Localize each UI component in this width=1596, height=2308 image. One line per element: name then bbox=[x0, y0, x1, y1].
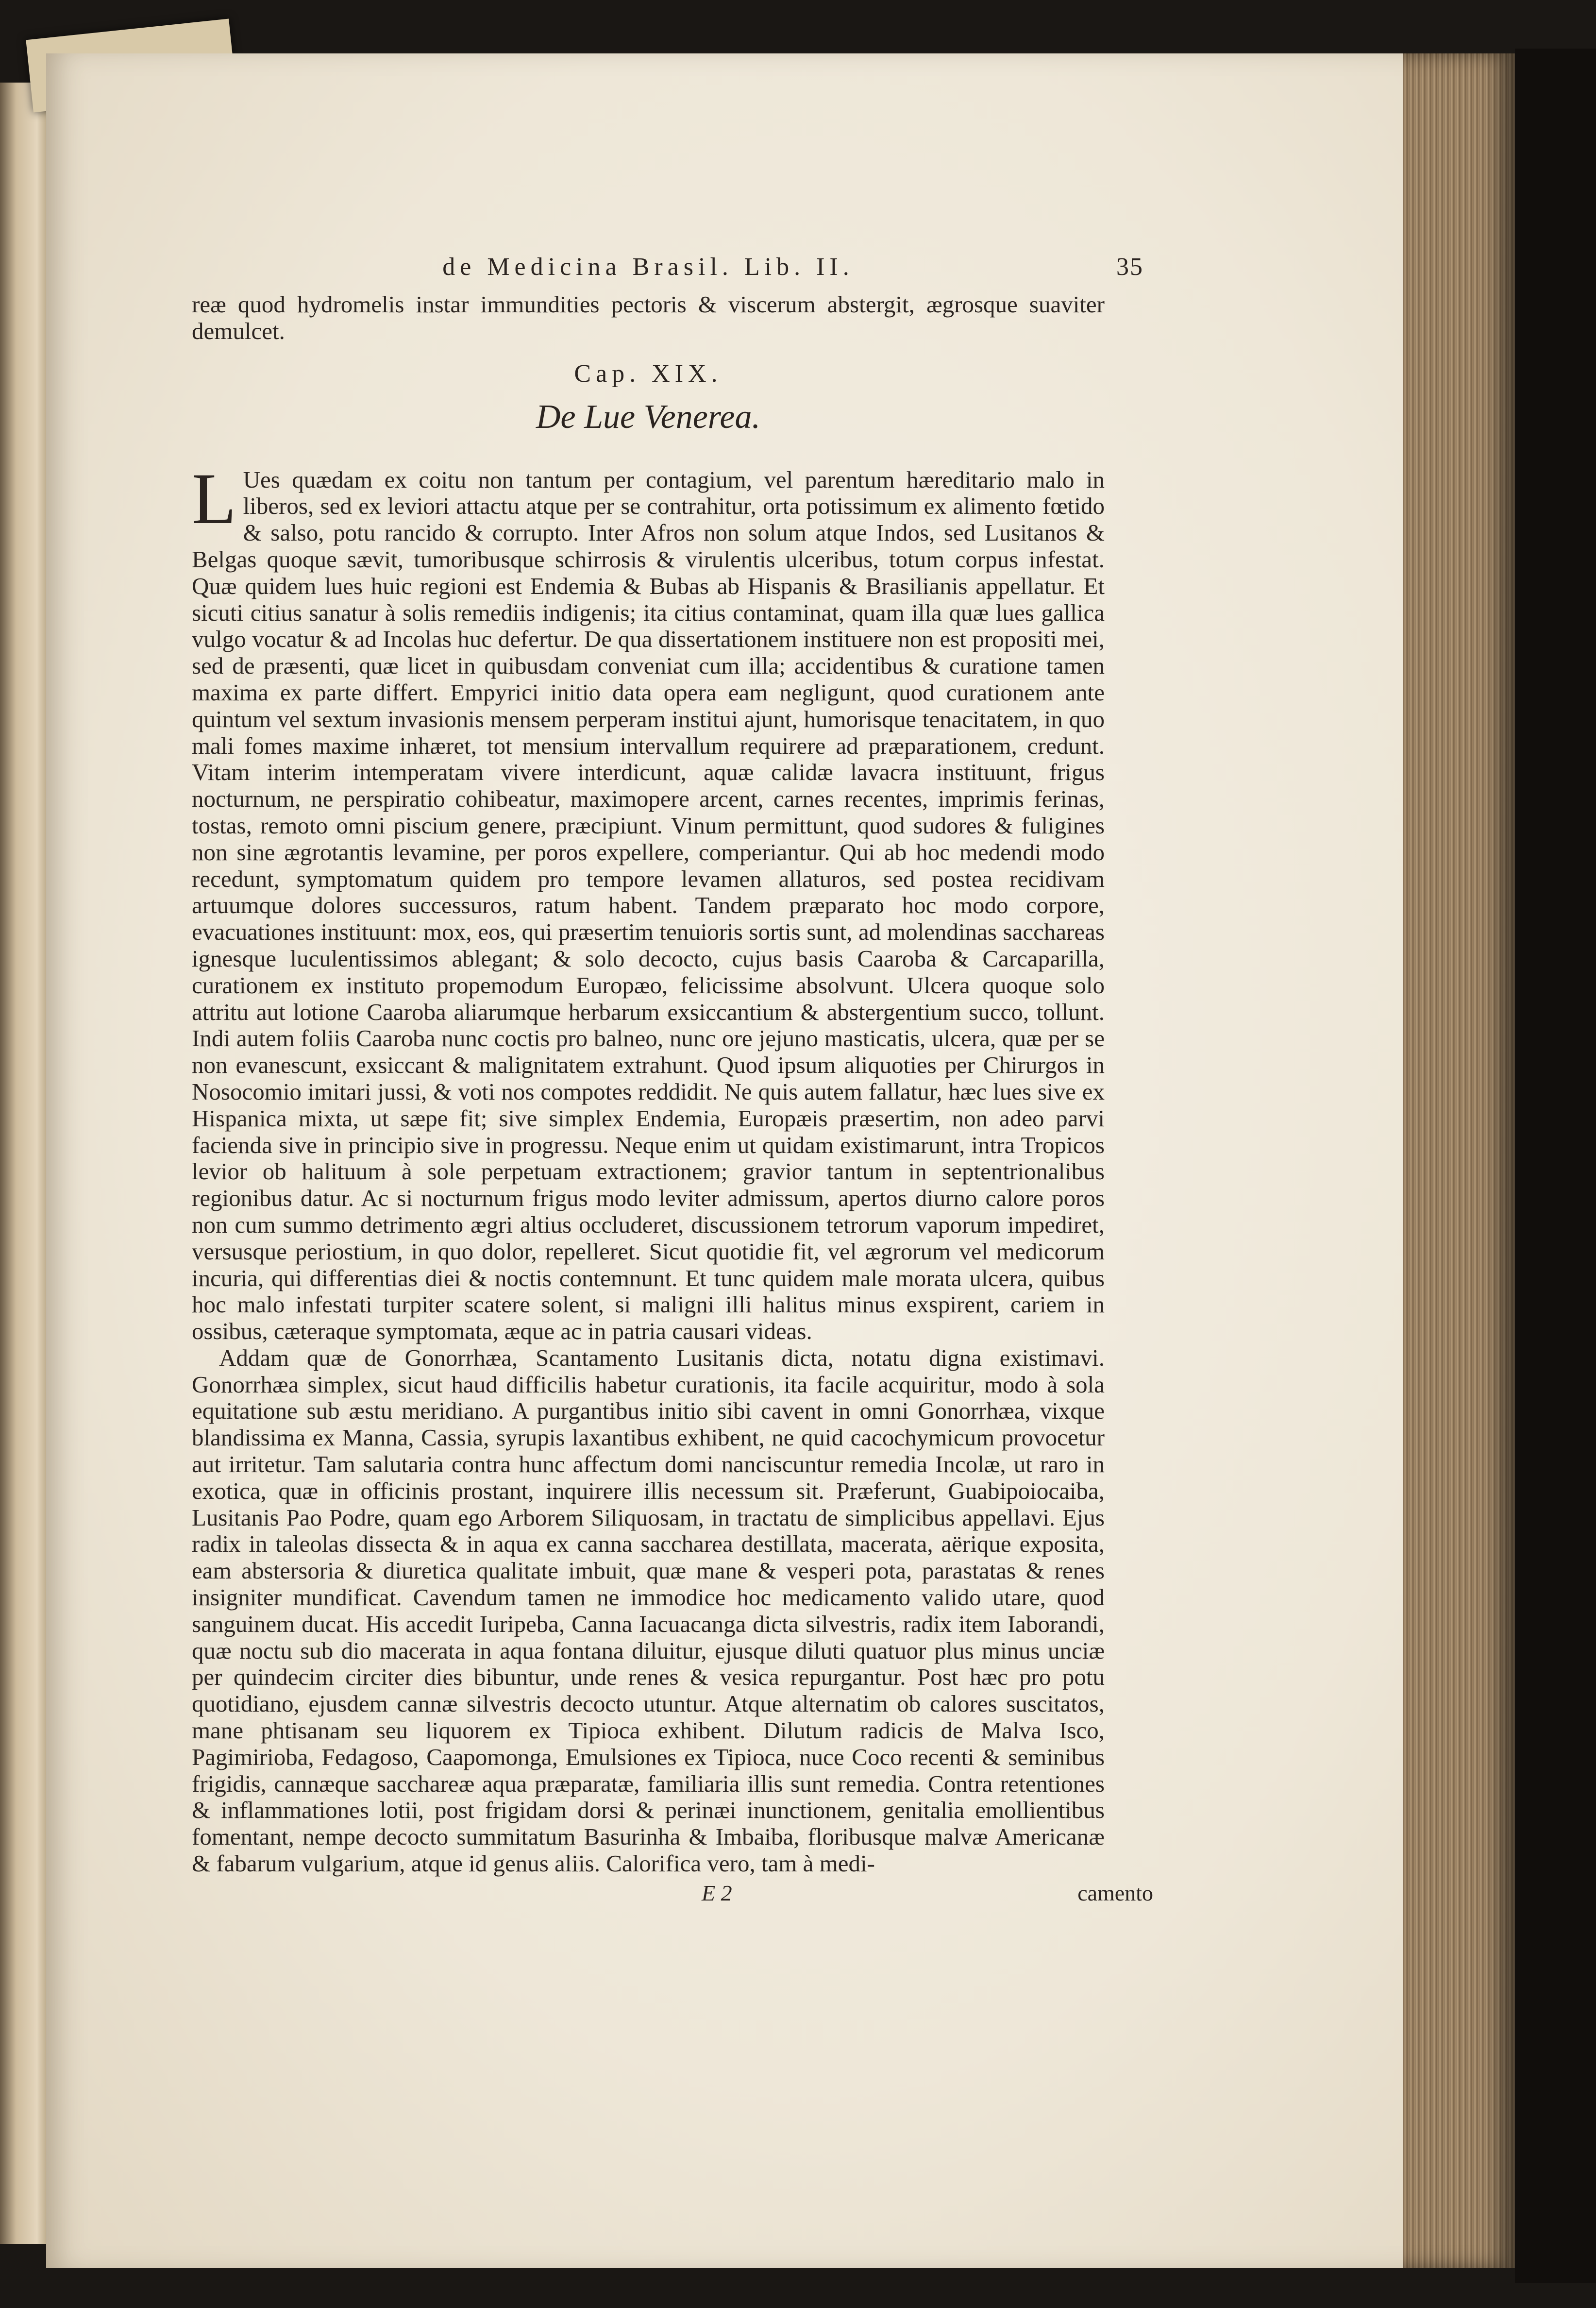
binding-shadow bbox=[1515, 49, 1596, 2283]
catchword: camento bbox=[1077, 1880, 1153, 1905]
folio-number: 35 bbox=[1116, 253, 1143, 281]
carryover-text: reæ quod hydromelis instar immundities pectoris & viscerum abstergit, ægrosque suaviter demulcet. bbox=[192, 291, 1105, 344]
chapter-heading: Cap. XIX. bbox=[574, 359, 722, 388]
running-head bbox=[192, 253, 1143, 291]
text-block bbox=[192, 253, 1153, 1909]
chapter-title: De Lue Venerea. bbox=[536, 398, 760, 436]
previous-page-edge bbox=[0, 83, 46, 2244]
running-head-text: de Medicina Brasil. Lib. II. bbox=[442, 253, 854, 281]
paragraph-1: LUes quædam ex coitu non tantum per contagium, vel parentum hæreditario malo in liberos, sed ex leviori attactu atque per se contrahitur, orta potissimum ex alimento fœtido & salso, potu rancido & corrupto. Inter Afros non solum atque Indos, sed Lusitanos & Belgas quoque sævit, tumoribusque schirrosis & virulentis ulceribus, totum corpus infestat. Quæ quidem lues huic regioni est Endemia & Bubas ab Hispanis & Brasilianis appellatur. Et sicuti citius sanatur à solis remediis indigenis; ita citius contaminat, quam illa quæ lues gallica vulgo vocatur & ad Incolas huc defertur. De qua dissertationem instituere non est propositi mei, sed de præsenti, quæ licet in quibusdam conveniat cum illa; accidentibus & curatione tamen maxima ex parte differt. Empyrici initio data opera eam negligunt, quod curationem ante quintum vel sextum invasionis mensem perperam institui ajunt, humorisque tenacitatem, in quo mali fomes maxime inhæret, tot mensium intervallum requirere ad præparationem, credunt. Vitam interim intemperatam vivere interdicunt, aquæ calidæ lavacra instituunt, frigus nocturnum, ne perspiratio cohibeatur, maximopere arcent, carnes recentes, imprimis ferinas, tostas, remoto omni piscium genere, præcipiunt. Vinum permittunt, quod sudores & fuligines non sine ægrotantis levamine, per poros expellere, comperiantur. Qui ab hoc medendi modo recedunt, symptomatum quidem pro tempore levamen allaturos, sed postea recidivam artuumque dolores successuros, ratum habent. Tandem præparato hoc modo corpore, evacuationes instituunt: mox, eos, qui præsertim tenuioris sortis sunt, ad molendinas sacchareas ignesque luculentissimos ablegant; & solo decocto, cujus basis Caaroba & Carcaparilla, curationem ex instituto propemodum Europæo, felicissime absolvunt. Ulcera quoque solo attritu aut lotione Caaroba aliarumque herbarum exsiccantium & abstergentium succo, tollunt. Indi autem foliis Caaroba nunc coctis pro balneo, nunc ore jejuno masticatis, ulcera, quæ per se non evanescunt, exsiccant & malignitatem extrahunt. Quod ipsum aliquoties per Chirurgos in Nosocomio imitari jussi, & voti nos compotes reddidit. Ne quis autem fallatur, hæc lues sive ex Hispanica mixta, ut sæpe fit; sive simplex Endemia, Europæis præsertim, non adeo parvi facienda sive in principio sive in progressu. Neque enim ut quidam existimarunt, intra Tropicos levior ob halituum à sole perpetuam extractionem; gravior tantum in septentrionalibus regionibus datur. Ac si nocturnum frigus modo leviter admissum, apertos diurno calore poros non cum summo detrimento ægri altius occluderet, discussionem tetrorum vaporum impediret, versusque periostium, in quo dolor, repelleret. Sicut quotidie fit, vel ægrorum vel medicorum incuria, qui differentias diei & noctis contemnunt. Et tunc quidem male morata ulcera, quibus hoc malo infestati turpiter scatere solent, si maligni illi halitus minus exspirent, cariem in ossibus, cæteraque symptomata, æque ac in patria causari videas. bbox=[192, 458, 1105, 1345]
page-footer bbox=[192, 1880, 1153, 1909]
paragraph-2: Addam quæ de Gonorrhæa, Scantamento Lusitanis dicta, notatu digna existimavi. Gonorrhæa simplex, sicut haud difficilis habetur curationis, ita facile acquiritur, modo à sola equitatione sub æstu meridiano. A purgantibus initio sibi cavent in omni Gonorrhæa, vixque blandissima ex Manna, Cassia, syrupis laxantibus exhibent, ne quid cacochymicum provocetur aut irritetur. Tam salutaria contra hunc affectum domi nanciscuntur remedia Incolæ, ut raro in exotica, quæ in officinis prostant, inquirere illis necessum sit. Præferunt, Guabipoiocaiba, Lusitanis Pao Podre, quam ego Arborem Siliquosam, in tractatu de simplicibus appellavi. Ejus radix in taleolas dissecta & in aqua ex canna saccharea destillata, macerata, aërique exposita, eam abstersoria & diuretica qualitate imbuit, quæ mane & vesperi pota, parastatas & renes insigniter mundificat. Cavendum tamen ne immodice hoc medicamento valido utare, quod sanguinem ducat. His accedit Iuripeba, Canna Iacuacanga dicta silvestris, radix item Iaborandi, quæ noctu sub dio macerata in aqua fontana diluitur, ejusque diluti quatuor plus minus unciæ per quindecim circiter dies bibuntur, unde renes & vesica repurgantur. Post hæc pro potu quotidiano, ejusdem cannæ silvestris decocto utuntur. Atque alternatim ob calores suscitatos, mane phtisanam seu liquorem ex Tipioca exhibent. Dilutum radicis de Malva Isco, Pagimirioba, Fedagoso, Caapomonga, Emulsiones ex Tipioca, nuce Coco recenti & seminibus frigidis, cannæque sacchareæ aqua præparatæ, familiaria illis sunt remedia. Contra retentiones & inflammationes lotii, post frigidam dorsi & perinæi inunctionem, genitalia emollientibus fomentant, nempe decocto summitatum Basurinha & Imbaiba, floribusque malvæ Americanæ & fabarum vulgarium, atque id genus aliis. Calorifica vero, tam à medi- bbox=[192, 1344, 1105, 1877]
page-block-edge bbox=[1403, 53, 1515, 2268]
signature-mark: E 2 bbox=[702, 1880, 732, 1905]
